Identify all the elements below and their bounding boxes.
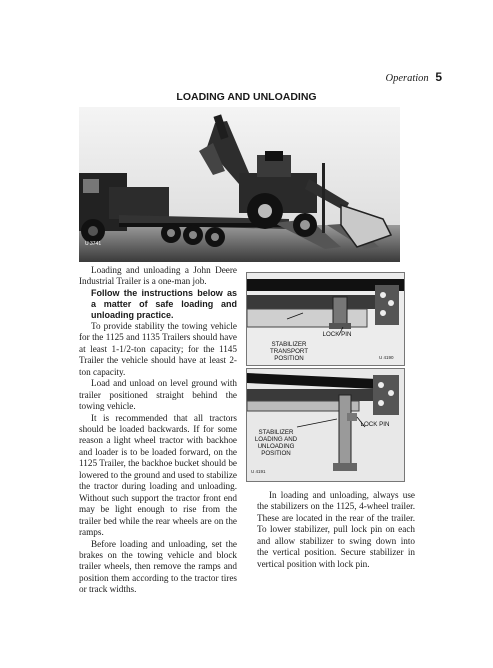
loading-lock-pin-label: LOCK PIN (360, 421, 390, 428)
unloading-label: UNLOADING (257, 443, 295, 450)
paragraph-level-ground: Load and unload on level ground with trailer positioned straight behind the towing vehicle. (79, 378, 237, 412)
photo-id: U 3741 (85, 241, 102, 247)
stabilizer-transport-figure (246, 272, 405, 366)
transport-label: TRANSPORT (269, 348, 309, 355)
loading-figure-id: U 4191 (251, 469, 266, 474)
loading-position-label: POSITION (261, 450, 291, 457)
paragraph-load-backwards: It is recommended that all tractors should be loaded backwards. If for some reason a light wheel tractor with backhoe and loader is to be loaded forward, on the 1125 Trailer, the backhoe bucket should be lowered to the ground and used to stabilize the tractor during loading and unloading. Without such support the tractor front end may be light enough to rise from the trailer bed while the rear wheels are on the ramps. (79, 412, 237, 538)
left-column (79, 265, 237, 596)
paragraph-before-loading: Before loading and unloading, set the brakes on the towing vehicle and block trailer wheels, then remove the ramps and position them according to the tractor tires or track widths. (79, 538, 237, 595)
paragraph-intro: Loading and unloading a John Deere Industrial Trailer is a one-man job. (79, 265, 237, 287)
paragraph-stabilizers: In loading and unloading, always use the stabilizers on the 1125, 4-wheel trailer. These are located in the rear of the trailer. To lower stabilizer, pull lock pin on each and allow stabilizer to swing down into the vertical position. Secure stabilizer in vertical position with lock pin. (257, 490, 415, 569)
paragraph-capacity: To provide stability the towing vehicle for the 1125 and 1135 Trailers should have at least 1-1/2-ton capacity; for the 1145 Trailer the vehicle should have at least 2-ton capacity. (79, 320, 237, 377)
page-number: 5 (435, 70, 442, 84)
loading-label: LOADING AND (254, 436, 298, 443)
stabilizer-loading-figure (246, 368, 405, 482)
transport-stabilizer-label: STABILIZER (271, 341, 307, 348)
transport-position-label: POSITION (274, 355, 304, 362)
page-title: LOADING AND UNLOADING (176, 91, 317, 103)
transport-lock-pin-label: LOCK PIN (322, 331, 352, 338)
loading-stabilizer-label: STABILIZER (258, 429, 294, 436)
tractor-trailer-photo (79, 107, 400, 262)
transport-figure-id: U 4190 (379, 355, 394, 360)
running-header (0, 70, 442, 84)
section-name: Operation (385, 73, 429, 84)
right-column (257, 490, 415, 570)
safety-notice: Follow the instructions below as a matter of safe loading and unloading practice. (91, 287, 237, 320)
